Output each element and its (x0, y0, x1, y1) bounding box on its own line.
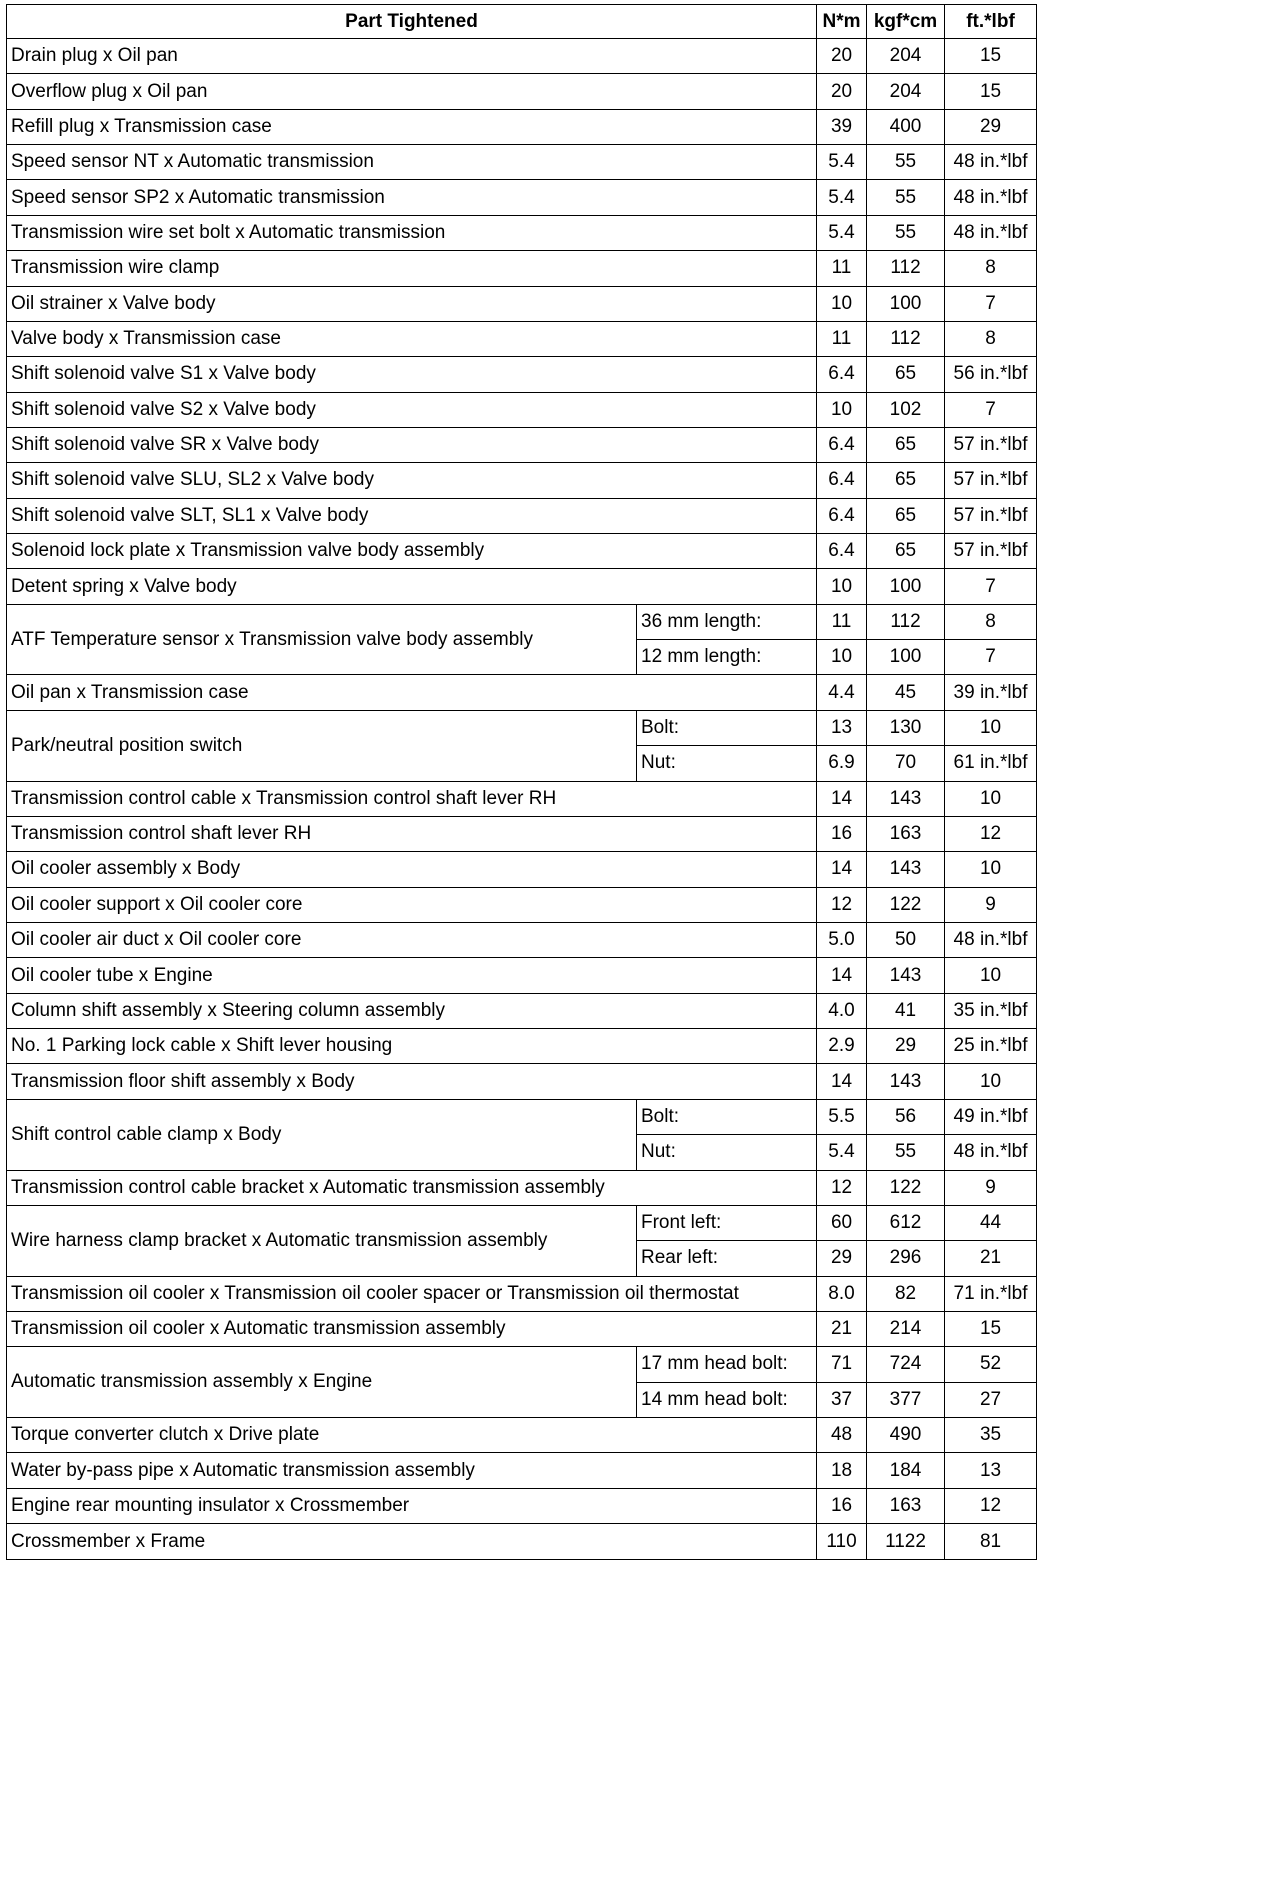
part-cell: Detent spring x Valve body (7, 569, 817, 604)
part-cell: Transmission wire set bolt x Automatic transmission (7, 215, 817, 250)
kgf-cm-cell: 204 (867, 39, 945, 74)
nm-cell: 4.4 (817, 675, 867, 710)
header-ft-lbf: ft.*lbf (945, 5, 1037, 39)
table-row (7, 392, 1037, 427)
part-cell: Speed sensor SP2 x Automatic transmission (7, 180, 817, 215)
table-row (7, 1170, 1037, 1205)
nm-cell: 2.9 (817, 1029, 867, 1064)
kgf-cm-cell: 65 (867, 534, 945, 569)
kgf-cm-cell: 204 (867, 74, 945, 109)
nm-cell: 10 (817, 392, 867, 427)
nm-cell: 6.9 (817, 746, 867, 781)
nm-cell: 20 (817, 39, 867, 74)
nm-cell: 5.5 (817, 1099, 867, 1134)
nm-cell: 14 (817, 958, 867, 993)
ft-lbf-cell: 10 (945, 710, 1037, 745)
kgf-cm-cell: 29 (867, 1029, 945, 1064)
part-cell: Oil cooler air duct x Oil cooler core (7, 922, 817, 957)
nm-cell: 5.4 (817, 145, 867, 180)
kgf-cm-cell: 112 (867, 604, 945, 639)
table-row (7, 180, 1037, 215)
part-cell: Overflow plug x Oil pan (7, 74, 817, 109)
nm-cell: 37 (817, 1382, 867, 1417)
kgf-cm-cell: 143 (867, 852, 945, 887)
header-nm: N*m (817, 5, 867, 39)
ft-lbf-cell: 48 in.*lbf (945, 1135, 1037, 1170)
nm-cell: 14 (817, 852, 867, 887)
nm-cell: 6.4 (817, 357, 867, 392)
nm-cell: 11 (817, 321, 867, 356)
nm-cell: 60 (817, 1205, 867, 1240)
header-part-tightened: Part Tightened (7, 5, 817, 39)
sub-condition-cell: 17 mm head bolt: (637, 1347, 817, 1382)
table-row (7, 534, 1037, 569)
kgf-cm-cell: 122 (867, 887, 945, 922)
nm-cell: 6.4 (817, 463, 867, 498)
ft-lbf-cell: 81 (945, 1524, 1037, 1560)
part-cell: Crossmember x Frame (7, 1524, 817, 1560)
sub-condition-cell: Bolt: (637, 1099, 817, 1134)
ft-lbf-cell: 15 (945, 74, 1037, 109)
part-cell: Shift solenoid valve SLU, SL2 x Valve body (7, 463, 817, 498)
ft-lbf-cell: 10 (945, 852, 1037, 887)
table-row (7, 852, 1037, 887)
ft-lbf-cell: 71 in.*lbf (945, 1276, 1037, 1311)
table-row (7, 1347, 1037, 1382)
part-cell: Torque converter clutch x Drive plate (7, 1418, 817, 1453)
nm-cell: 11 (817, 604, 867, 639)
part-cell: Automatic transmission assembly x Engine (7, 1347, 637, 1418)
ft-lbf-cell: 15 (945, 1311, 1037, 1346)
table-row (7, 1488, 1037, 1523)
kgf-cm-cell: 100 (867, 569, 945, 604)
table-row (7, 1276, 1037, 1311)
ft-lbf-cell: 13 (945, 1453, 1037, 1488)
kgf-cm-cell: 55 (867, 1135, 945, 1170)
nm-cell: 39 (817, 109, 867, 144)
ft-lbf-cell: 7 (945, 640, 1037, 675)
ft-lbf-cell: 29 (945, 109, 1037, 144)
table-row (7, 286, 1037, 321)
ft-lbf-cell: 44 (945, 1205, 1037, 1240)
table-row (7, 357, 1037, 392)
ft-lbf-cell: 7 (945, 569, 1037, 604)
table-row (7, 1311, 1037, 1346)
ft-lbf-cell: 10 (945, 781, 1037, 816)
table-row (7, 1064, 1037, 1099)
kgf-cm-cell: 41 (867, 993, 945, 1028)
kgf-cm-cell: 56 (867, 1099, 945, 1134)
nm-cell: 6.4 (817, 534, 867, 569)
table-row (7, 1029, 1037, 1064)
part-cell: Transmission control cable x Transmission control shaft lever RH (7, 781, 817, 816)
part-cell: Drain plug x Oil pan (7, 39, 817, 74)
table-row (7, 321, 1037, 356)
nm-cell: 13 (817, 710, 867, 745)
table-row (7, 39, 1037, 74)
kgf-cm-cell: 724 (867, 1347, 945, 1382)
nm-cell: 6.4 (817, 498, 867, 533)
part-cell: Oil cooler tube x Engine (7, 958, 817, 993)
ft-lbf-cell: 8 (945, 604, 1037, 639)
part-cell: Shift control cable clamp x Body (7, 1099, 637, 1170)
kgf-cm-cell: 296 (867, 1241, 945, 1276)
nm-cell: 4.0 (817, 993, 867, 1028)
kgf-cm-cell: 143 (867, 781, 945, 816)
ft-lbf-cell: 57 in.*lbf (945, 534, 1037, 569)
nm-cell: 14 (817, 781, 867, 816)
table-row (7, 887, 1037, 922)
kgf-cm-cell: 612 (867, 1205, 945, 1240)
kgf-cm-cell: 65 (867, 357, 945, 392)
nm-cell: 5.4 (817, 180, 867, 215)
ft-lbf-cell: 48 in.*lbf (945, 215, 1037, 250)
part-cell: Refill plug x Transmission case (7, 109, 817, 144)
nm-cell: 10 (817, 569, 867, 604)
sub-condition-cell: Front left: (637, 1205, 817, 1240)
nm-cell: 12 (817, 1170, 867, 1205)
ft-lbf-cell: 12 (945, 1488, 1037, 1523)
kgf-cm-cell: 163 (867, 816, 945, 851)
table-row (7, 675, 1037, 710)
kgf-cm-cell: 490 (867, 1418, 945, 1453)
table-row (7, 1205, 1037, 1240)
header-kgf-cm: kgf*cm (867, 5, 945, 39)
ft-lbf-cell: 25 in.*lbf (945, 1029, 1037, 1064)
sub-condition-cell: 14 mm head bolt: (637, 1382, 817, 1417)
table-row (7, 1524, 1037, 1560)
nm-cell: 48 (817, 1418, 867, 1453)
nm-cell: 14 (817, 1064, 867, 1099)
table-row (7, 922, 1037, 957)
table-row (7, 781, 1037, 816)
kgf-cm-cell: 65 (867, 463, 945, 498)
nm-cell: 10 (817, 640, 867, 675)
ft-lbf-cell: 35 in.*lbf (945, 993, 1037, 1028)
kgf-cm-cell: 214 (867, 1311, 945, 1346)
ft-lbf-cell: 21 (945, 1241, 1037, 1276)
ft-lbf-cell: 7 (945, 286, 1037, 321)
kgf-cm-cell: 143 (867, 1064, 945, 1099)
table-row (7, 1453, 1037, 1488)
kgf-cm-cell: 112 (867, 251, 945, 286)
nm-cell: 71 (817, 1347, 867, 1382)
kgf-cm-cell: 55 (867, 215, 945, 250)
ft-lbf-cell: 39 in.*lbf (945, 675, 1037, 710)
sub-condition-cell: 36 mm length: (637, 604, 817, 639)
ft-lbf-cell: 48 in.*lbf (945, 180, 1037, 215)
table-row (7, 427, 1037, 462)
part-cell: Oil strainer x Valve body (7, 286, 817, 321)
table-row (7, 710, 1037, 745)
kgf-cm-cell: 70 (867, 746, 945, 781)
part-cell: Solenoid lock plate x Transmission valve body assembly (7, 534, 817, 569)
part-cell: Water by-pass pipe x Automatic transmission assembly (7, 1453, 817, 1488)
ft-lbf-cell: 56 in.*lbf (945, 357, 1037, 392)
kgf-cm-cell: 100 (867, 286, 945, 321)
torque-specification-table (6, 4, 1037, 1560)
ft-lbf-cell: 7 (945, 392, 1037, 427)
nm-cell: 5.0 (817, 922, 867, 957)
nm-cell: 11 (817, 251, 867, 286)
kgf-cm-cell: 65 (867, 498, 945, 533)
table-row (7, 993, 1037, 1028)
ft-lbf-cell: 12 (945, 816, 1037, 851)
table-body (7, 39, 1037, 1560)
kgf-cm-cell: 163 (867, 1488, 945, 1523)
kgf-cm-cell: 184 (867, 1453, 945, 1488)
nm-cell: 5.4 (817, 1135, 867, 1170)
part-cell: Wire harness clamp bracket x Automatic transmission assembly (7, 1205, 637, 1276)
part-cell: Transmission control cable bracket x Automatic transmission assembly (7, 1170, 817, 1205)
kgf-cm-cell: 82 (867, 1276, 945, 1311)
part-cell: Transmission oil cooler x Transmission oil cooler spacer or Transmission oil thermostat (7, 1276, 817, 1311)
ft-lbf-cell: 61 in.*lbf (945, 746, 1037, 781)
kgf-cm-cell: 65 (867, 427, 945, 462)
kgf-cm-cell: 55 (867, 180, 945, 215)
kgf-cm-cell: 45 (867, 675, 945, 710)
nm-cell: 29 (817, 1241, 867, 1276)
part-cell: No. 1 Parking lock cable x Shift lever housing (7, 1029, 817, 1064)
table-row (7, 569, 1037, 604)
part-cell: Shift solenoid valve S1 x Valve body (7, 357, 817, 392)
table-row (7, 74, 1037, 109)
part-cell: Oil cooler support x Oil cooler core (7, 887, 817, 922)
ft-lbf-cell: 48 in.*lbf (945, 145, 1037, 180)
table-row (7, 816, 1037, 851)
ft-lbf-cell: 52 (945, 1347, 1037, 1382)
table-row (7, 251, 1037, 286)
nm-cell: 6.4 (817, 427, 867, 462)
part-cell: Engine rear mounting insulator x Crossmember (7, 1488, 817, 1523)
sub-condition-cell: Rear left: (637, 1241, 817, 1276)
header-row (7, 5, 1037, 39)
ft-lbf-cell: 9 (945, 887, 1037, 922)
table-row (7, 1099, 1037, 1134)
kgf-cm-cell: 377 (867, 1382, 945, 1417)
part-cell: Column shift assembly x Steering column assembly (7, 993, 817, 1028)
kgf-cm-cell: 102 (867, 392, 945, 427)
table-row (7, 498, 1037, 533)
nm-cell: 8.0 (817, 1276, 867, 1311)
table-row (7, 145, 1037, 180)
part-cell: Oil pan x Transmission case (7, 675, 817, 710)
ft-lbf-cell: 8 (945, 321, 1037, 356)
ft-lbf-cell: 10 (945, 1064, 1037, 1099)
table-row (7, 109, 1037, 144)
sub-condition-cell: Bolt: (637, 710, 817, 745)
nm-cell: 110 (817, 1524, 867, 1560)
ft-lbf-cell: 10 (945, 958, 1037, 993)
table-row (7, 215, 1037, 250)
part-cell: Oil cooler assembly x Body (7, 852, 817, 887)
ft-lbf-cell: 35 (945, 1418, 1037, 1453)
kgf-cm-cell: 130 (867, 710, 945, 745)
ft-lbf-cell: 15 (945, 39, 1037, 74)
part-cell: Transmission wire clamp (7, 251, 817, 286)
part-cell: Park/neutral position switch (7, 710, 637, 781)
part-cell: ATF Temperature sensor x Transmission valve body assembly (7, 604, 637, 675)
ft-lbf-cell: 9 (945, 1170, 1037, 1205)
table-row (7, 604, 1037, 639)
part-cell: Valve body x Transmission case (7, 321, 817, 356)
kgf-cm-cell: 112 (867, 321, 945, 356)
kgf-cm-cell: 55 (867, 145, 945, 180)
sub-condition-cell: Nut: (637, 746, 817, 781)
kgf-cm-cell: 143 (867, 958, 945, 993)
kgf-cm-cell: 1122 (867, 1524, 945, 1560)
sub-condition-cell: 12 mm length: (637, 640, 817, 675)
kgf-cm-cell: 122 (867, 1170, 945, 1205)
nm-cell: 16 (817, 1488, 867, 1523)
ft-lbf-cell: 48 in.*lbf (945, 922, 1037, 957)
ft-lbf-cell: 8 (945, 251, 1037, 286)
part-cell: Transmission floor shift assembly x Body (7, 1064, 817, 1099)
part-cell: Shift solenoid valve S2 x Valve body (7, 392, 817, 427)
part-cell: Speed sensor NT x Automatic transmission (7, 145, 817, 180)
ft-lbf-cell: 27 (945, 1382, 1037, 1417)
ft-lbf-cell: 57 in.*lbf (945, 498, 1037, 533)
part-cell: Transmission oil cooler x Automatic transmission assembly (7, 1311, 817, 1346)
nm-cell: 20 (817, 74, 867, 109)
ft-lbf-cell: 49 in.*lbf (945, 1099, 1037, 1134)
nm-cell: 21 (817, 1311, 867, 1346)
nm-cell: 12 (817, 887, 867, 922)
kgf-cm-cell: 100 (867, 640, 945, 675)
table-row (7, 463, 1037, 498)
table-row (7, 1418, 1037, 1453)
part-cell: Shift solenoid valve SR x Valve body (7, 427, 817, 462)
ft-lbf-cell: 57 in.*lbf (945, 427, 1037, 462)
kgf-cm-cell: 50 (867, 922, 945, 957)
nm-cell: 10 (817, 286, 867, 321)
nm-cell: 18 (817, 1453, 867, 1488)
part-cell: Shift solenoid valve SLT, SL1 x Valve body (7, 498, 817, 533)
kgf-cm-cell: 400 (867, 109, 945, 144)
sub-condition-cell: Nut: (637, 1135, 817, 1170)
ft-lbf-cell: 57 in.*lbf (945, 463, 1037, 498)
table-row (7, 958, 1037, 993)
nm-cell: 5.4 (817, 215, 867, 250)
nm-cell: 16 (817, 816, 867, 851)
part-cell: Transmission control shaft lever RH (7, 816, 817, 851)
